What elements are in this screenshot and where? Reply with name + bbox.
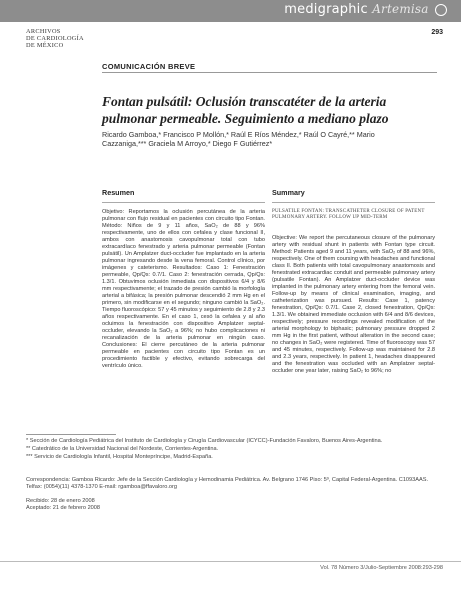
top-banner	[0, 0, 461, 22]
resumen-column	[102, 188, 265, 370]
journal-footer: Vol. 78 Número 3/Julio-Septiembre 2008:293-298	[320, 565, 443, 571]
summary-body: Objective: We report the percutaneous closure of the pulmonary artery with residual shunt in patients with Fontan type circuit. Method: Patients aged 9 and 11 years, with SaO₂ of 88 and 96%, respectively. One of them coursing with headaches and functional class II. Both patients with total cavopulmonary anastomosis and fenestrated extracardiac conduit and permeable pulmonary artery (pulsatile Fontan). An Amplatzer duct-occluder device was implanted in the pulmonary artery entering from the femoral vein. Follow-up by means of clinical examination, imaging, and catheterization was pursued. Results: Case 1, patency fenestration, Qp/Qs: 0.7/1. Case 2, closed fenestration, Qp/Qs: 1.3/1. We obtained immediate occlusion with 6/4 and 8/6 devices, respectively; pressure recordings revealed modification of the arterial morphology to biphasic; pulmonary pressure dropped 2 mm Hg in the first patient, without alteration in the second case; no changes in SaO₂ were registered. Time of fluoroscopy was 57 and 45 minutes, respectively. Follow-up was maintained for 2.8 and 2.3 years, respectively. In patient 1, headaches disappeared and the fenestration was occluded with an Amplatzer septal-occluder one year later, raising SaO₂ to 96%; no	[272, 235, 435, 374]
brand-script-text: Artemisa	[372, 2, 429, 16]
summary-heading: Summary	[272, 188, 435, 203]
resumen-heading: Resumen	[102, 188, 265, 203]
section-divider	[102, 72, 437, 73]
brand-ring-icon	[435, 4, 447, 16]
affiliation-footnotes	[26, 438, 436, 462]
correspondence: Correspondencia: Gamboa Ricardo: Jefe de la Sección Cardiología y Hemodinamia Pediátrica. Av. Belgrano 1746 Piso: 5º, Capital Federal-Argentina. C1093AAS. Telfax: (0054)(11) 4378-1370 E-mail: rgamboa@ffavaloro.org	[26, 477, 429, 490]
footnote: *** Servicio de Cardiología Infantil, Hospital Montepríncipe, Madrid-España.	[26, 454, 213, 460]
journal-line: DE CARDIOLOGÍA	[26, 35, 84, 42]
article-title: Fontan pulsátil: Oclusión transcatéter de la arteria pulmonar permeable. Seguimiento a mediano plazo	[102, 94, 389, 126]
received-date: Recibido: 28 de enero 2008	[26, 498, 95, 504]
journal-name	[26, 28, 84, 49]
article-dates	[26, 498, 226, 512]
summary-column	[272, 188, 435, 375]
brand-logo[interactable]	[284, 2, 447, 17]
footer-divider	[0, 561, 461, 562]
accepted-date: Aceptado: 21 de febrero 2008	[26, 505, 101, 511]
journal-line: ARCHIVOS	[26, 28, 61, 35]
section-label: COMUNICACIÓN BREVE	[102, 62, 196, 71]
resumen-body: Objetivo: Reportamos la oclusión percutánea de la arteria pulmonar con flujo residual en pacientes con circuito tipo Fontan. Método: Niños de 9 y 11 años, SaO₂ de 88 y 96% respectivamente, uno de ellos con cefalea y clase funcional II, ambos con anastomosis cavopulmonar total con tubo extracardíaco fenestrado y arteria pulmonar permeable (Fontan pulsátil). Un Amplatzer duct-occluder fue implantado en la arteria pulmonar ingresando desde la vena femoral. Control clínico, por imágenes y cateterismo. Resultados: Caso 1: Fenestración permeable, Qp/Qs: 0.7/1. Caso 2: fenestración cerrada, Qp/Qs: 1.3/1. Obtuvimos oclusión inmediata con dispositivos 6/4 y 8/6 mm respectivamente; el trazado de presión cambió la morfología arterial a bifásica; la presión pulmonar descendió 2 mm Hg en el primero, sin modificarse en el segundo; ninguno cambió la SaO₂. Tiempo fluoroscópico: 57 y 45 minutos y seguimiento de 2.8 y 2.3 años respectivamente. En el caso 1, cesó la cefalea y al año ocluimos la fenestración con dispositivo Amplatzer septal-occluder, elevando la SaO₂ a 96%; no hubo complicaciones ni recanalización de la arteria pulmonar en ningún caso. Conclusiones: El cierre percutáneo de la arteria pulmonar permeable en pacientes con circuito tipo Fontan es un procedimiento factible y efectivo, evitando sobrecarga del ventrículo único.	[102, 209, 265, 369]
author-list: Ricardo Gamboa,* Francisco P Mollón,* Raúl E Ríos Méndez,* Raúl O Cayré,** Mario Cazzaniga,*** Graciela M Arroyo,* Diego F Gutiérrez*	[102, 130, 375, 148]
footnote: ** Catedrático de la Universidad Nacional del Nordeste, Corrientes-Argentina.	[26, 446, 219, 452]
footnote: * Sección de Cardiología Pediátrica del Instituto de Cardiología y Cirugía Cardiovascular (ICYCC)-Fundación Favaloro, Buenos Aires-Argentina.	[26, 438, 383, 444]
footnote-divider	[26, 434, 116, 435]
journal-line: DE MÉXICO	[26, 42, 64, 49]
english-title: PULSATILE FONTAN: TRANSCATHETER CLOSURE OF PATENT PULMONARY ARTERY. FOLLOW UP MID-TERM	[272, 209, 425, 220]
page-number: 293	[431, 29, 443, 36]
brand-main-text: medigraphic	[284, 2, 368, 17]
